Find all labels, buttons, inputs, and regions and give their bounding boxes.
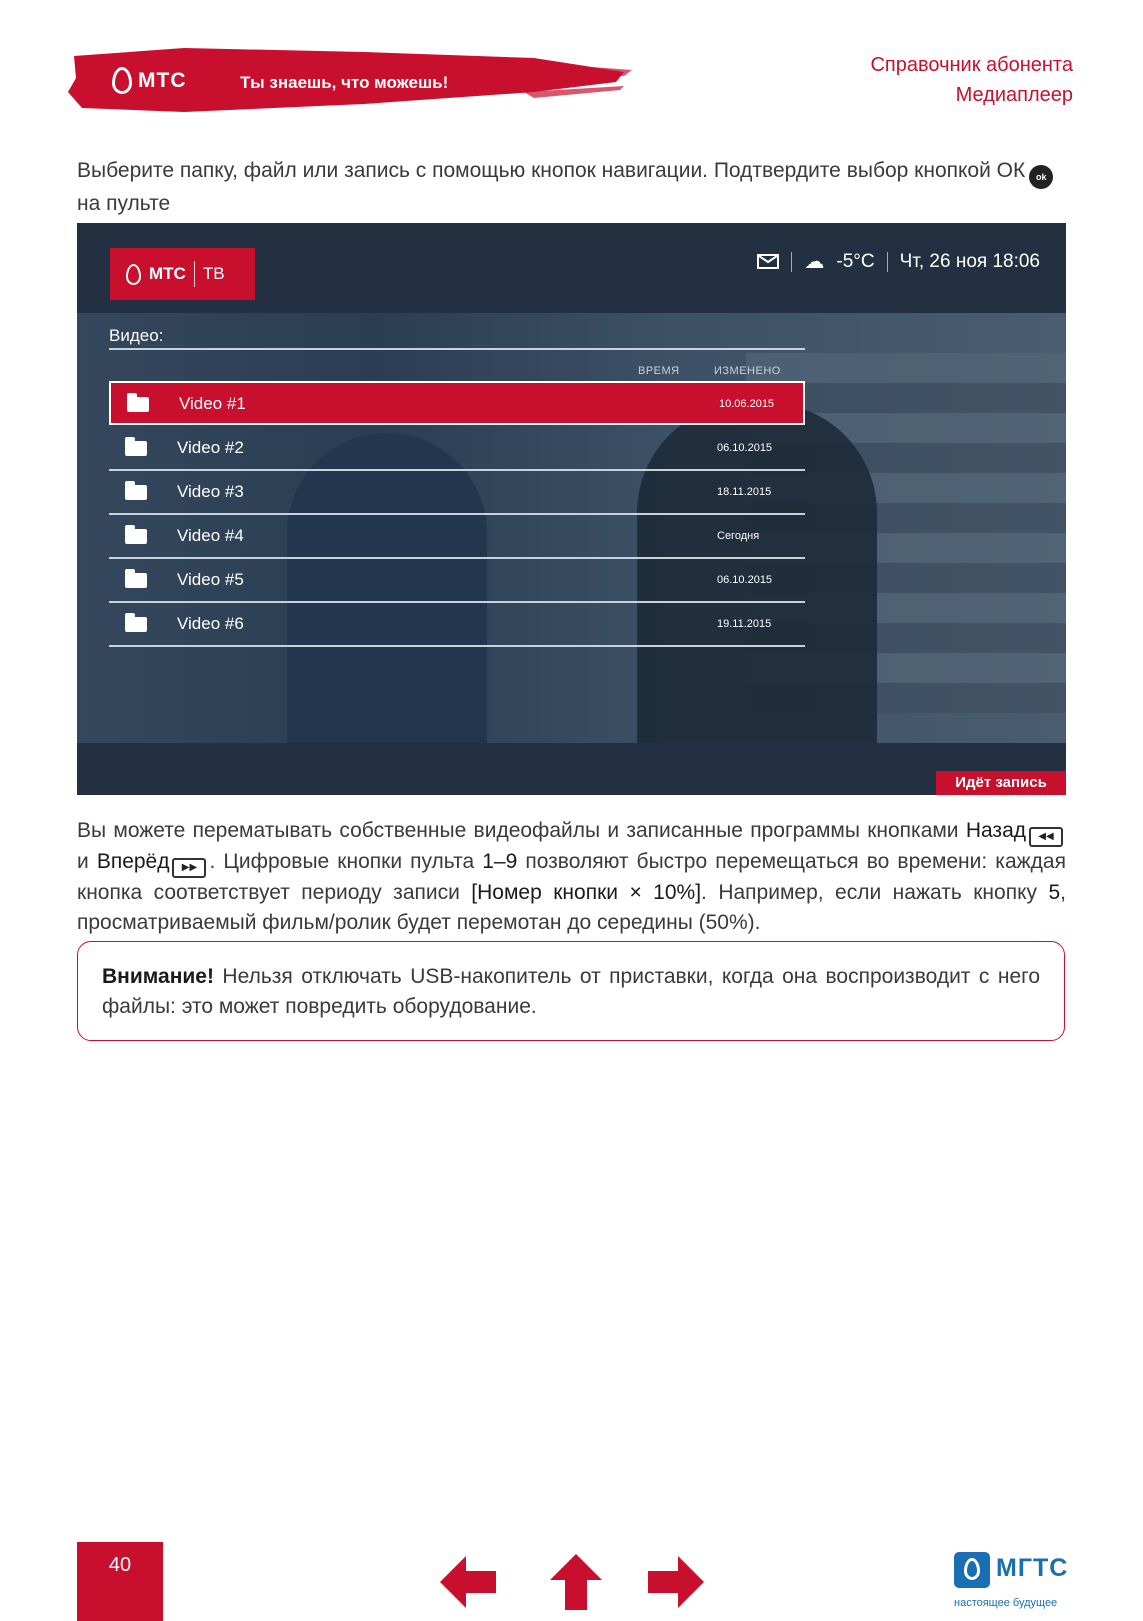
intro-paragraph xyxy=(77,156,1072,219)
tv-logo[interactable] xyxy=(110,248,255,300)
up-arrow-icon[interactable] xyxy=(550,1554,602,1610)
warning-text: Нельзя отключать USB-накопитель от приставки, когда она воспроизводит с него файлы: это может повредить оборудование. xyxy=(102,965,1040,1018)
tv-bottom-bar xyxy=(77,743,1066,795)
folder-icon xyxy=(127,397,149,412)
tv-screenshot xyxy=(77,223,1066,795)
datetime: Чт, 26 ноя 18:06 xyxy=(899,250,1040,272)
file-name: Video #2 xyxy=(177,438,244,457)
back-label: Назад xyxy=(965,819,1026,842)
fast-forward-button-icon: ▶▶ xyxy=(172,858,206,878)
mts-logo-text: МТС xyxy=(138,68,187,92)
intro-text: Выберите папку, файл или запись с помощью кнопок навигации. Подтвердите выбор кнопкой ОК xyxy=(77,159,1026,182)
file-name: Video #6 xyxy=(177,614,244,633)
file-name: Video #3 xyxy=(177,482,244,501)
list-title: Видео: xyxy=(109,326,164,345)
file-name: Video #1 xyxy=(179,394,246,413)
rewind-button-icon: ◀◀ xyxy=(1029,827,1063,847)
recording-badge: Идёт запись xyxy=(936,771,1066,795)
folder-icon xyxy=(125,485,147,500)
file-name: Video #4 xyxy=(177,526,244,545)
column-header-modified[interactable]: ИЗМЕНЕНО xyxy=(714,365,781,377)
file-row[interactable] xyxy=(109,471,805,515)
folder-icon xyxy=(125,617,147,632)
mgts-logo-text: МГТС xyxy=(996,1554,1069,1582)
tv-logo-label: ТВ xyxy=(202,264,225,283)
file-date: 18.11.2015 xyxy=(717,486,772,498)
divider xyxy=(109,348,805,350)
body-paragraph: Вы можете перематывать собственные видеофайлы и записанные программы кнопками Назад ◀◀ и Вперёд ▶▶ . Цифровые кнопки пульта 1–9 позволяют быстро перемещаться во времени: каждая кнопка соответствует периоду записи [Номер кнопки × 10%]. Например, если нажать кнопку 5, просматриваемый фильм/ролик будет перемотан до середины (50%). xyxy=(77,819,1066,934)
section-subtitle: Медиаплеер xyxy=(955,84,1073,106)
file-row[interactable] xyxy=(109,515,805,559)
temperature: -5°C xyxy=(836,250,875,272)
folder-icon xyxy=(125,573,147,588)
section-heading xyxy=(870,50,1073,110)
cloud-icon: ☁ xyxy=(804,251,825,273)
warning-note xyxy=(77,941,1065,1041)
file-date: 06.10.2015 xyxy=(717,442,773,454)
folder-icon xyxy=(125,529,147,544)
mgts-tagline: настоящее будущее xyxy=(954,1597,1058,1609)
status-bar xyxy=(757,249,1040,274)
mts-egg-icon xyxy=(126,264,141,285)
intro-text-end: на пульте xyxy=(77,192,171,215)
mail-icon[interactable] xyxy=(757,254,779,269)
warning-label: Внимание! xyxy=(102,965,214,988)
file-name: Video #5 xyxy=(177,570,244,589)
file-row[interactable] xyxy=(109,603,805,647)
prev-page-arrow-icon[interactable] xyxy=(440,1556,496,1608)
section-title: Справочник абонента xyxy=(870,54,1073,76)
file-date: 19.11.2015 xyxy=(717,618,772,630)
file-row[interactable] xyxy=(109,427,805,471)
tv-logo-brand: МТС xyxy=(149,264,186,283)
file-row[interactable] xyxy=(109,381,805,425)
header-slogan: Ты знаешь, что можешь! xyxy=(240,73,449,92)
ok-button-icon: ok xyxy=(1029,165,1053,189)
forward-label: Вперёд xyxy=(96,850,170,873)
column-header-time[interactable]: ВРЕМЯ xyxy=(638,365,680,377)
file-date: 10.06.2015 xyxy=(719,398,775,410)
file-date: 06.10.2015 xyxy=(717,574,773,586)
mts-logo[interactable] xyxy=(112,67,187,94)
folder-icon xyxy=(125,441,147,456)
next-page-arrow-icon[interactable] xyxy=(648,1556,704,1608)
page-number: 40 xyxy=(77,1542,163,1621)
mts-egg-icon xyxy=(112,67,132,94)
file-row[interactable] xyxy=(109,559,805,603)
file-date: Сегодня xyxy=(717,530,760,542)
mgts-egg-icon xyxy=(954,1552,990,1588)
